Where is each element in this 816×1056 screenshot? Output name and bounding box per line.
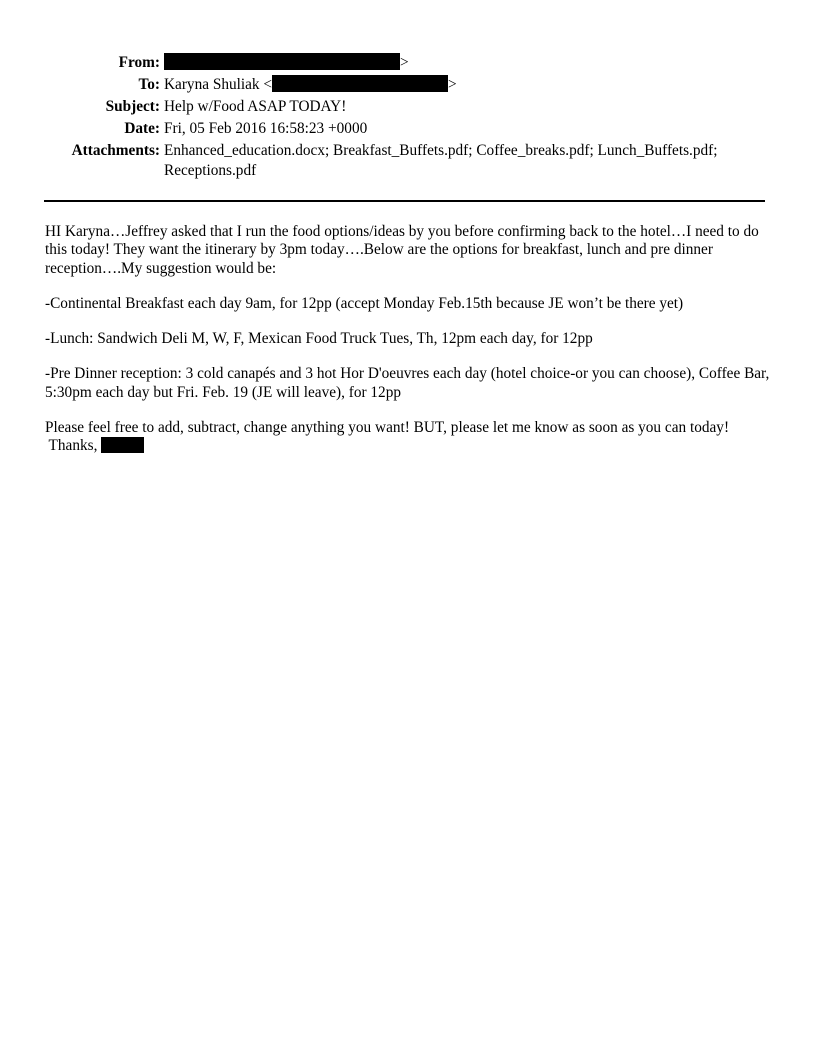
date-row	[0, 119, 816, 141]
from-value	[164, 53, 764, 73]
body-paragraph: -Continental Breakfast each day 9am, for 12pp (accept Monday Feb.15th because JE won’t be there yet)	[45, 294, 684, 312]
subject-row	[0, 97, 816, 119]
from-row	[0, 53, 816, 75]
to-label: To:	[138, 76, 160, 93]
to-row	[0, 75, 816, 97]
redaction-block	[164, 53, 400, 70]
closing-thanks: Thanks,	[45, 437, 102, 455]
to-name: Karyna Shuliak <	[164, 76, 273, 93]
from-suffix: >	[400, 54, 409, 71]
body-paragraph: HI Karyna…Jeffrey asked that I run the food options/ideas by you before confirming back to the hotel…I need to do this today! They want the itinerary by 3pm today….Below are the options for breakfast, lunch and pre dinner reception….My suggestion would be:	[45, 223, 759, 277]
attachments-label: Attachments:	[71, 142, 160, 159]
date-value: Fri, 05 Feb 2016 16:58:23 +0000	[164, 120, 368, 137]
redaction-block	[272, 75, 448, 92]
closing-request: Please feel free to add, subtract, change anything you want! BUT, please let me know as soon as you can today!	[45, 419, 730, 437]
email-header	[0, 53, 816, 185]
to-suffix: >	[448, 76, 457, 93]
body-paragraph-closing	[45, 419, 770, 456]
attachments-row	[0, 141, 816, 185]
header-divider	[44, 200, 765, 202]
to-value	[164, 75, 764, 95]
subject-label: Subject:	[105, 98, 160, 115]
body-paragraph: -Pre Dinner reception: 3 cold canapés and 3 hot Hor D'oeuvres each day (hotel choice-or you can choose), Coffee Bar, 5:30pm each day but Fri. Feb. 19 (JE will leave), for 12pp	[45, 365, 770, 401]
signature-redaction	[101, 437, 144, 453]
subject-value: Help w/Food ASAP TODAY!	[164, 98, 347, 115]
email-body	[45, 223, 770, 456]
from-label: From:	[118, 54, 160, 71]
body-paragraph: -Lunch: Sandwich Deli M, W, F, Mexican Food Truck Tues, Th, 12pm each day, for 12pp	[45, 330, 593, 348]
date-label: Date:	[124, 120, 160, 137]
attachments-value: Enhanced_education.docx; Breakfast_Buffets.pdf; Coffee_breaks.pdf; Lunch_Buffets.pdf; Receptions.pdf	[164, 142, 718, 179]
